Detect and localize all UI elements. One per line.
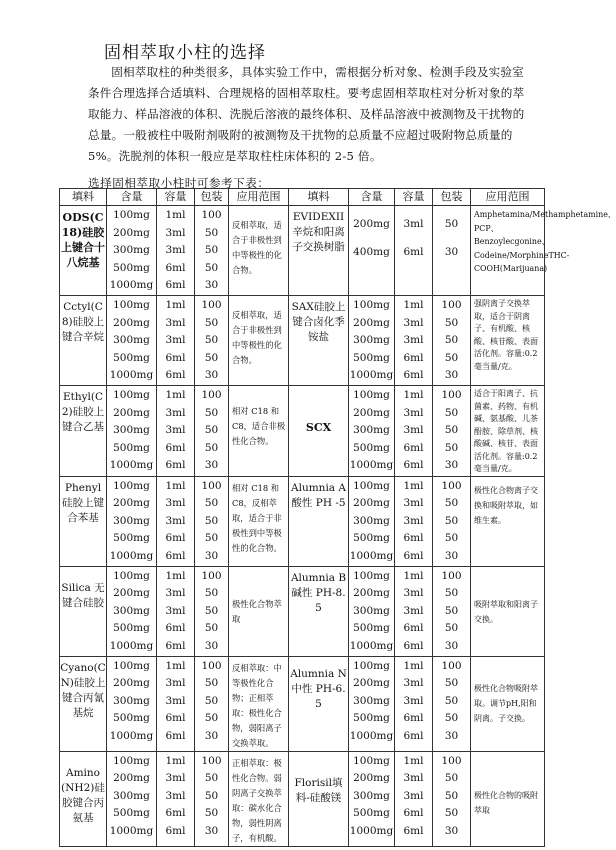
application-cell: 适合于阳离子、抗菌素、药物、有机碱、氨基酸、儿茶酚胺、除草剂、核酸碱、核苷、表面活化剂。容量:0.2毫当量/克。	[471, 386, 545, 477]
table-row	[60, 566, 545, 656]
application-cell: 反相萃取，适合于非极性到中等极性的化合物。	[229, 296, 289, 386]
filler-name: Amino(NH2)硅胶键合丙氨基	[60, 751, 107, 846]
header-volume-2: 容量	[395, 189, 433, 206]
pack-cell: 100 50 50 50 30	[195, 566, 229, 656]
application-cell: 极性化合物的吸附萃取	[471, 751, 545, 846]
filler-name: Florisil填料-硅酸镁	[289, 751, 349, 846]
header-pack: 包装	[195, 189, 229, 206]
volume-cell: 3ml 6ml	[395, 206, 433, 296]
filler-name: Cctyl(C8)硅胶上键合辛烷	[60, 296, 107, 386]
amount-cell: 100mg 200mg 300mg 500mg 1000mg	[349, 566, 395, 656]
filler-name: Alumnia N 中性 PH-6.5	[289, 656, 349, 751]
volume-cell: 1ml 3ml 3ml 6ml 6ml	[395, 476, 433, 566]
pack-cell: 100 50 50 50 30	[195, 476, 229, 566]
pack-cell: 100 50 50 50 30	[433, 751, 471, 846]
pack-cell: 100 50 50 50 30	[433, 296, 471, 386]
amount-cell: 100mg 200mg 300mg 500mg 1000mg	[107, 386, 157, 477]
volume-cell: 1ml 3ml 3ml 6ml 6ml	[157, 656, 195, 751]
pack-cell: 100 50 50 50 30	[433, 566, 471, 656]
table-row	[60, 386, 545, 477]
pack-cell: 100 50 50 50 30	[195, 296, 229, 386]
pack-cell: 100 50 50 50 30	[433, 386, 471, 477]
pack-cell: 100 50 50 50 30	[195, 656, 229, 751]
spe-column-table	[59, 188, 616, 847]
amount-cell: 200mg 400mg	[349, 206, 395, 296]
application-cell: 正相萃取：极性化合物。弱阴离子交换萃取：碳水化合物，弱性阴离子，有机酸。	[229, 751, 289, 846]
volume-cell: 1ml 3ml 3ml 6ml 6ml	[395, 386, 433, 477]
amount-cell: 100mg 200mg 300mg 500mg 1000mg	[349, 751, 395, 846]
header-application: 应用范围	[229, 189, 289, 206]
amount-cell: 100mg 200mg 300mg 500mg 1000mg	[349, 296, 395, 386]
filler-name: Phenyl硅胶上键合苯基	[60, 476, 107, 566]
intro-paragraph: 固相萃取柱的种类很多，具体实验工作中，需根据分析对象、检测手段及实验室条件合理选择合适填料、合理规格的固相萃取柱。要考虑固相萃取柱对分析对象的萃取能力、样品溶液的体积、洗脱后溶液的最终体积、及样品溶液中被测物及干扰物的总量。一般被柱中吸附剂吸附的被测物及干扰物的总质量不应超过吸附物总质量的 5%。洗脱剂的体积一般应是萃取柱柱床体积的 2-5 倍。	[88, 65, 525, 163]
application-cell: 反相萃取：中等极性化合物；正相萃取：极性化合物，弱阳离子交换萃取。	[229, 656, 289, 751]
application-cell: 吸附萃取和阳离子交换。	[471, 566, 545, 656]
pack-cell: 100 50 50 50 30	[195, 386, 229, 477]
table-row	[60, 751, 545, 846]
table-row	[60, 656, 545, 751]
filler-name: Alumnia A 酸性 PH -5	[289, 476, 349, 566]
application-cell: Amphetamina/Methamphetamine、PCP、Benzoylecgonine、Codeine/MorphineTHC-COOH(Marijuana)	[471, 206, 545, 296]
pack-cell: 100 50 50 50 30	[433, 656, 471, 751]
table-row	[60, 296, 545, 386]
table-header-row	[60, 189, 545, 206]
header-filler-2: 填料	[289, 189, 349, 206]
volume-cell: 1ml 3ml 3ml 6ml 6ml	[395, 751, 433, 846]
header-amount: 含量	[107, 189, 157, 206]
table-row	[60, 206, 545, 296]
volume-cell: 1ml 3ml 3ml 6ml 6ml	[157, 206, 195, 296]
application-cell: 极性化合物离子交换和吸附萃取，如维生素。	[471, 476, 545, 566]
header-volume: 容量	[157, 189, 195, 206]
filler-name: ODS(C18)硅胶上键合十八烷基	[60, 206, 107, 296]
application-cell: 极性化合物吸附萃取。调节pH,阳和阴离。子交换。	[471, 656, 545, 751]
amount-cell: 100mg 200mg 300mg 500mg 1000mg	[107, 751, 157, 846]
header-amount-2: 含量	[349, 189, 395, 206]
pack-cell: 100 50 50 50 30	[195, 206, 229, 296]
application-cell: 相对 C18 和 C8，适合非极性化合物。	[229, 386, 289, 477]
filler-name: EVIDEXII辛烷和阳离子交换树脂	[289, 206, 349, 296]
amount-cell: 100mg 200mg 300mg 500mg 1000mg	[349, 386, 395, 477]
header-pack-2: 包装	[433, 189, 471, 206]
header-application-2: 应用范围	[471, 189, 545, 206]
volume-cell: 1ml 3ml 3ml 6ml 6ml	[157, 476, 195, 566]
volume-cell: 1ml 3ml 3ml 6ml 6ml	[157, 751, 195, 846]
table-row	[60, 476, 545, 566]
amount-cell: 100mg 200mg 300mg 500mg 1000mg	[107, 566, 157, 656]
filler-name: Ethyl(C2)硅胶上键合乙基	[60, 386, 107, 477]
amount-cell: 100mg 200mg 300mg 500mg 1000mg	[349, 476, 395, 566]
volume-cell: 1ml 3ml 3ml 6ml 6ml	[395, 656, 433, 751]
volume-cell: 1ml 3ml 3ml 6ml 6ml	[157, 566, 195, 656]
table-caption: 选择固相萃取小柱时可参考下表：	[88, 176, 270, 190]
amount-cell: 100mg 200mg 300mg 500mg 1000mg	[107, 296, 157, 386]
filler-name: Silica 无键合硅胶	[60, 566, 107, 656]
amount-cell: 100mg 200mg 300mg 500mg 1000mg	[349, 656, 395, 751]
page-title: 固相萃取小柱的选择	[104, 43, 266, 63]
amount-cell: 100mg 200mg 300mg 500mg 1000mg	[107, 476, 157, 566]
application-cell: 强阴离子交换萃取，适合于阴离子、有机酸、核酸、核苷酸、表面活化剂。容量:0.2毫当量/克。	[471, 296, 545, 386]
pack-cell: 100 50 50 50 30	[195, 751, 229, 846]
amount-cell: 100mg 200mg 300mg 500mg 1000mg	[107, 206, 157, 296]
volume-cell: 1ml 3ml 3ml 6ml 6ml	[157, 386, 195, 477]
volume-cell: 1ml 3ml 3ml 6ml 6ml	[157, 296, 195, 386]
volume-cell: 1ml 3ml 3ml 6ml 6ml	[395, 296, 433, 386]
filler-name: Alumnia B 碱性 PH-8.5	[289, 566, 349, 656]
application-cell: 极性化合物萃取	[229, 566, 289, 656]
header-filler: 填料	[60, 189, 107, 206]
application-cell: 反相萃取，适合于非极性到中等极性的化合物。	[229, 206, 289, 296]
filler-name: SAX硅胶上键合卤化季铵盐	[289, 296, 349, 386]
volume-cell: 1ml 3ml 3ml 6ml 6ml	[395, 566, 433, 656]
amount-cell: 100mg 200mg 300mg 500mg 1000mg	[107, 656, 157, 751]
pack-cell: 50 30	[433, 206, 471, 296]
application-cell: 相对 C18 和 C8，反相萃取，适合于非极性到中等极性的化合物。	[229, 476, 289, 566]
pack-cell: 100 50 50 50 30	[433, 476, 471, 566]
filler-name: SCX	[289, 386, 349, 477]
filler-name: Cyano(CN)硅胶上键合丙氰基烷	[60, 656, 107, 751]
